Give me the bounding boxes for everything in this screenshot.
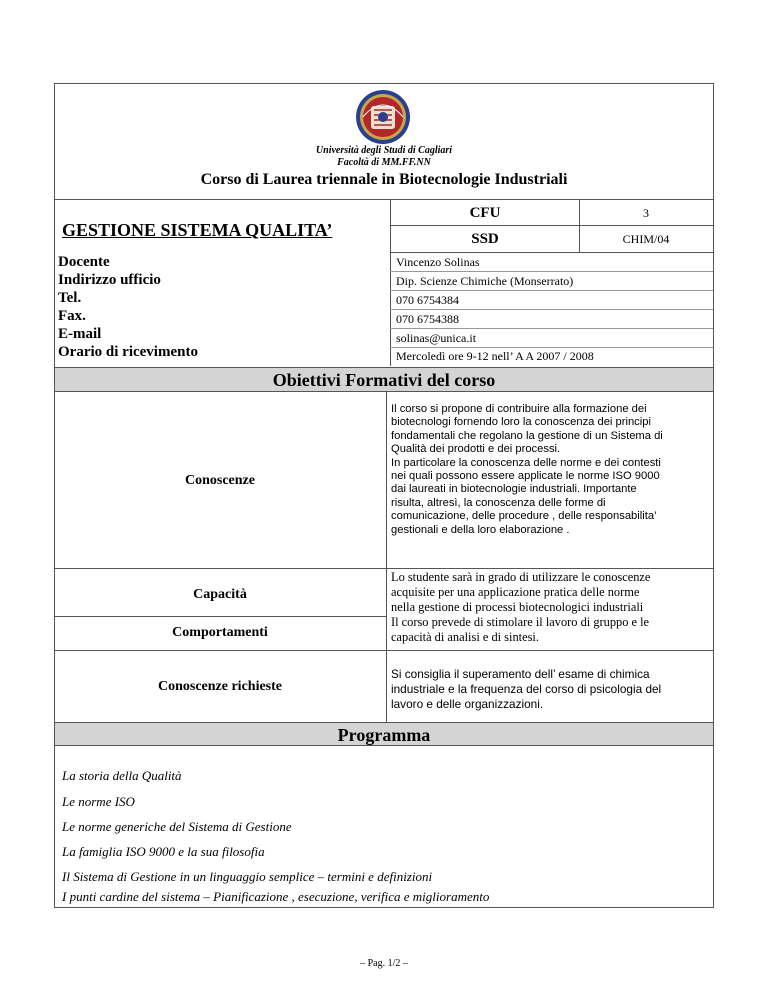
divider bbox=[390, 271, 713, 272]
email-link[interactable]: solinas@unica.it bbox=[396, 331, 477, 345]
university-name: Università degli Studi di Cagliari bbox=[315, 145, 453, 156]
email-label: E-mail bbox=[58, 326, 102, 342]
docente-label: Docente bbox=[58, 254, 110, 270]
divider bbox=[390, 328, 713, 329]
cfu-value: 3 bbox=[643, 206, 649, 220]
programma-item: La famiglia ISO 9000 e la sua filosofia bbox=[62, 844, 265, 859]
page-number: – Pag. 1/2 – bbox=[360, 958, 408, 969]
office-hours-value: Mercoledì ore 9-12 nell’ A A 2007 / 2008 bbox=[396, 349, 594, 363]
tel-value: 070 6754384 bbox=[396, 293, 459, 307]
programma-item: Il Sistema di Gestione in un linguaggio semplice – termini e definizioni bbox=[62, 869, 433, 884]
comportamenti-label: Comportamenti bbox=[172, 625, 268, 640]
programma-item: La storia della Qualità bbox=[62, 768, 182, 783]
university-seal-icon bbox=[350, 88, 416, 146]
capacita-text: Lo studente sarà in grado di utilizzare le conoscenze acquisite per una applicazione pratica delle norme nella gestione di processi biotecnologici industriali Il corso prevede di stimolare il lavoro di gruppo e le capacità di analisi e di sintesi. bbox=[391, 570, 651, 644]
capacita-label: Capacità bbox=[193, 587, 247, 602]
programma-item: I punti cardine del sistema – Pianificazione , esecuzione, verifica e miglioramento bbox=[62, 889, 490, 904]
divider bbox=[55, 616, 386, 617]
divider bbox=[55, 650, 713, 651]
office-address-value: Dip. Scienze Chimiche (Monserrato) bbox=[396, 274, 574, 288]
programma-item: Le norme ISO bbox=[62, 794, 135, 809]
programma-item: Le norme generiche del Sistema di Gestione bbox=[62, 819, 292, 834]
office-hours-label: Orario di ricevimento bbox=[58, 344, 198, 360]
ssd-label: SSD bbox=[471, 231, 499, 247]
richieste-text: Si consiglia il superamento dell’ esame di chimica industriale e la frequenza del corso di psicologia del lavoro e delle organizzazioni. bbox=[391, 667, 662, 711]
divider bbox=[390, 309, 713, 310]
programma-heading: Programma bbox=[55, 722, 713, 746]
divider bbox=[386, 392, 387, 722]
conoscenze-richieste-label: Conoscenze richieste bbox=[157, 679, 283, 694]
divider bbox=[390, 252, 713, 253]
divider bbox=[55, 568, 713, 569]
ssd-value: CHIM/04 bbox=[622, 232, 670, 246]
fax-label: Fax. bbox=[58, 308, 86, 324]
divider bbox=[390, 290, 713, 291]
faculty-name: Facoltà di MM.FF.NN bbox=[337, 157, 431, 168]
course-title: GESTIONE SISTEMA QUALITA’ bbox=[62, 220, 333, 240]
fax-value: 070 6754388 bbox=[396, 312, 459, 326]
cfu-label: CFU bbox=[469, 205, 501, 221]
tel-label: Tel. bbox=[58, 290, 82, 306]
docente-value: Vincenzo Solinas bbox=[396, 255, 480, 269]
conoscenze-label: Conoscenze bbox=[185, 473, 255, 488]
degree-title: Corso di Laurea triennale in Biotecnologie Industriali bbox=[200, 171, 568, 188]
objectives-heading: Obiettivi Formativi del corso bbox=[55, 367, 713, 392]
office-address-label: Indirizzo ufficio bbox=[58, 272, 161, 288]
conoscenze-text: Il corso si propone di contribuire alla formazione dei biotecnologi fornendo loro la conoscenza dei principi fondamentali che regolano la gestione di un Sistema di Qualità dei prodotti e dei processi. In particolare la conoscenza delle norme e dei contesti nei quali possono essere applicate le norme ISO 9000 dai laureati in biotecnologie industriali. Importante risulta, altresì, la conoscenza delle forme di comunicazione, delle procedure , delle responsabilita’ gestionali e della loro elaborazione . bbox=[391, 403, 663, 536]
